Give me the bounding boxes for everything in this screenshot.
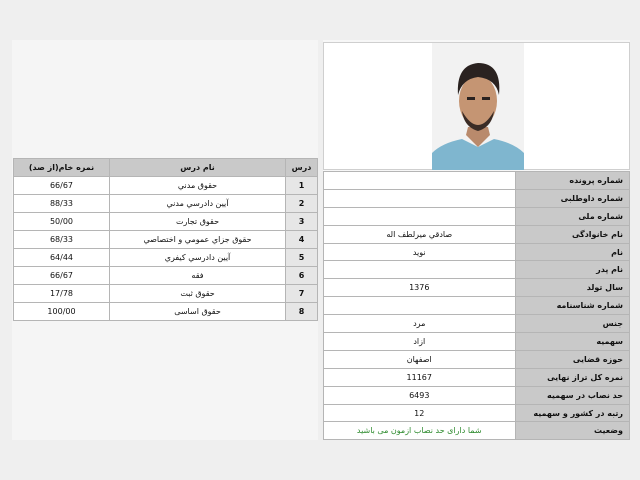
- photo-frame: [323, 42, 630, 170]
- info-row-judicial-district: [324, 350, 630, 368]
- table-row: [14, 303, 318, 321]
- info-label: وضعیت: [515, 422, 630, 440]
- info-row-gender: [324, 315, 630, 333]
- status-message: شما دارای حد نصاب ازمون می باشید: [324, 422, 516, 440]
- info-value: 1376: [324, 279, 516, 297]
- num-cell: 2: [286, 195, 318, 213]
- table-row: [14, 213, 318, 231]
- candidate-info-table: [323, 171, 630, 440]
- table-row: [14, 249, 318, 267]
- num-cell: 6: [286, 267, 318, 285]
- course-cell: حقوق جزاي عمومي و اختصاصي: [110, 231, 286, 249]
- info-row-national-id: [324, 207, 630, 225]
- score-cell: 100/00: [14, 303, 110, 321]
- table-row: [14, 177, 318, 195]
- course-cell: حقوق مدني: [110, 177, 286, 195]
- grades-table: [13, 158, 318, 321]
- info-value: 6493: [324, 386, 516, 404]
- info-label: سال تولد: [515, 279, 630, 297]
- score-cell: 68/33: [14, 231, 110, 249]
- num-cell: 1: [286, 177, 318, 195]
- info-label: حوزه قضایی: [515, 350, 630, 368]
- course-cell: فقه: [110, 267, 286, 285]
- info-value: 12: [324, 404, 516, 422]
- score-cell: 66/67: [14, 267, 110, 285]
- info-value: ازاد: [324, 333, 516, 351]
- info-label: شماره شناسنامه: [515, 297, 630, 315]
- course-cell: حقوق ثبت: [110, 285, 286, 303]
- info-row-birth-year: [324, 279, 630, 297]
- info-value: نويد: [324, 243, 516, 261]
- score-cell: 50/00: [14, 213, 110, 231]
- info-label: جنس: [515, 315, 630, 333]
- table-row: [14, 231, 318, 249]
- info-label: نام: [515, 243, 630, 261]
- info-label: رتبه در کشور و سهمیه: [515, 404, 630, 422]
- info-row-quota-threshold: [324, 386, 630, 404]
- info-value: 11167: [324, 368, 516, 386]
- table-row: [14, 285, 318, 303]
- info-value: اصفهان: [324, 350, 516, 368]
- info-row-final-score: [324, 368, 630, 386]
- course-cell: آيين دادرسي مدني: [110, 195, 286, 213]
- num-cell: 8: [286, 303, 318, 321]
- grades-header-row: [14, 159, 318, 177]
- info-value: [324, 189, 516, 207]
- info-label: شماره پرونده: [515, 172, 630, 190]
- table-row: [14, 195, 318, 213]
- num-cell: 5: [286, 249, 318, 267]
- portrait-photo: [432, 43, 524, 170]
- score-cell: 64/44: [14, 249, 110, 267]
- info-value: صادقي ميرلطف اله: [324, 225, 516, 243]
- info-label: حد نصاب در سهمیه: [515, 386, 630, 404]
- info-value: [324, 207, 516, 225]
- num-cell: 3: [286, 213, 318, 231]
- num-cell: 7: [286, 285, 318, 303]
- info-row-status: [324, 422, 630, 440]
- info-row-father-name: [324, 261, 630, 279]
- course-cell: آيين دادرسي كيفري: [110, 249, 286, 267]
- info-value: مرد: [324, 315, 516, 333]
- info-value: [324, 261, 516, 279]
- num-cell: 4: [286, 231, 318, 249]
- info-value: [324, 172, 516, 190]
- score-cell: 88/33: [14, 195, 110, 213]
- info-label: سهمیه: [515, 333, 630, 351]
- info-row-id-number: [324, 297, 630, 315]
- score-cell: 17/78: [14, 285, 110, 303]
- course-cell: حقوق اساسی: [110, 303, 286, 321]
- course-cell: حقوق تجارت: [110, 213, 286, 231]
- info-label: شماره داوطلبی: [515, 189, 630, 207]
- info-row-file-number: [324, 172, 630, 190]
- info-label: نام پدر: [515, 261, 630, 279]
- info-row-last-name: [324, 225, 630, 243]
- info-row-quota: [324, 333, 630, 351]
- info-label: نمره کل تراز نهایی: [515, 368, 630, 386]
- header-course: نام درس: [110, 159, 286, 177]
- info-value: [324, 297, 516, 315]
- header-score: نمره خام(از صد): [14, 159, 110, 177]
- info-row-rank: [324, 404, 630, 422]
- table-row: [14, 267, 318, 285]
- header-num: درس: [286, 159, 318, 177]
- info-label: نام خانوادگی: [515, 225, 630, 243]
- info-row-first-name: [324, 243, 630, 261]
- info-row-candidate-number: [324, 189, 630, 207]
- score-cell: 66/67: [14, 177, 110, 195]
- info-label: شماره ملی: [515, 207, 630, 225]
